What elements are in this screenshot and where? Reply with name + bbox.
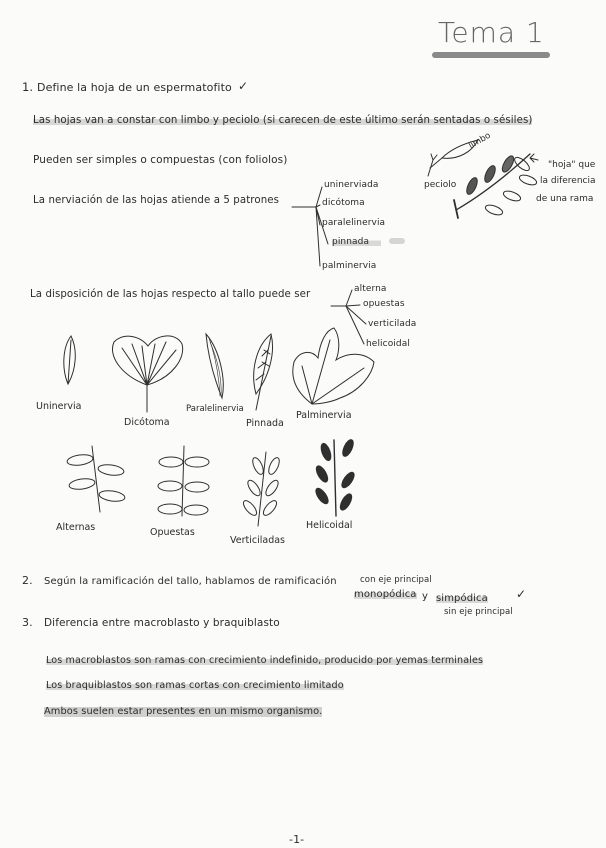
q2-note-bottom: sin eje principal [444,607,513,617]
q2-y: y [422,591,429,602]
diagram-peciolo: peciolo [424,180,457,190]
leaf-label-4: Pinnada [246,418,284,429]
nerv-type-5: palminervia [322,261,377,271]
disp-type-3: verticilada [368,319,417,329]
nerv-type-1: uninerviada [324,180,379,190]
q3-question: Diferencia entre macroblasto y braquiblasto [44,617,280,629]
disp-type-4: helicoidal [366,339,410,349]
diagram-note-2: la diferencia [540,176,596,186]
q1-check: ✓ [238,79,249,93]
q1-nerv-intro: La nerviación de las hojas atiende a 5 patrones [33,195,280,206]
arr-label-3: Verticiladas [230,535,286,546]
q2-note-top: con eje principal [360,575,432,585]
page-title: Tema 1 [438,16,545,49]
arr-label-2: Opuestas [150,527,195,538]
q3-line3: Ambos suelen estar presentes en un mismo organismo. [44,706,323,717]
diagram-limbo: limbo [467,130,493,152]
diagram-note-3: de una rama [536,194,594,204]
page-number: -1- [289,833,305,846]
q1-question: Define la hoja de un espermatofito [37,81,232,94]
nerviation-brace [292,187,328,266]
paralelinervia-leaf-icon [206,334,223,398]
disp-type-2: opuestas [363,299,405,309]
q1-number: 1. [22,80,34,94]
leaf-label-2: Dicótoma [124,417,170,428]
helicoidal-arrangement-icon [314,438,357,516]
branch-diagram-icon [428,140,538,218]
arr-label-4: Helicoidal [306,520,353,531]
leaf-label-5: Palminervia [296,410,352,421]
diagram-note-1: "hoja" que [548,160,596,170]
alternas-arrangement-icon [66,446,125,512]
q3-line1: Los macroblastos son ramas con crecimiento indefinido, producido por yemas terminales [46,655,484,666]
q2-text-a: Según la ramificación del tallo, hablamos de ramificación [44,576,337,587]
pinnada-leaf-icon [254,334,273,410]
nerv-type-3: paralelinervia [322,218,386,228]
q2-simpodica: simpódica [436,593,488,604]
leaf-label-3: Paralelinervia [186,404,244,414]
q1-disp-intro: La disposición de las hojas respecto al tallo puede ser [30,289,311,300]
disp-type-1: alterna [354,284,387,294]
dicotoma-leaf-icon [112,336,182,412]
uninervia-leaf-icon [64,336,75,384]
verticiladas-arrangement-icon [241,452,281,526]
opuestas-arrangement-icon [158,446,209,516]
leaf-label-1: Uninervia [36,401,82,412]
nerv-type-4: pinnada [332,238,381,247]
q2-check: ✓ [516,587,527,601]
q2-monopodica: monopódica [354,589,417,600]
q2-number: 2. [22,574,33,587]
arr-label-1: Alternas [56,522,96,533]
q1-line1: Las hojas van a constar con limbo y peciolo (si carecen de este último serán sentadas o sésiles) [33,115,533,126]
nerv-type-2: dicótoma [322,198,365,208]
q1-line2: Pueden ser simples o compuestas (con foliolos) [33,154,288,166]
q3-number: 3. [22,616,33,629]
disposition-brace [331,290,366,344]
q3-line2: Los braquiblastos son ramas cortas con crecimiento limitado [46,680,344,691]
